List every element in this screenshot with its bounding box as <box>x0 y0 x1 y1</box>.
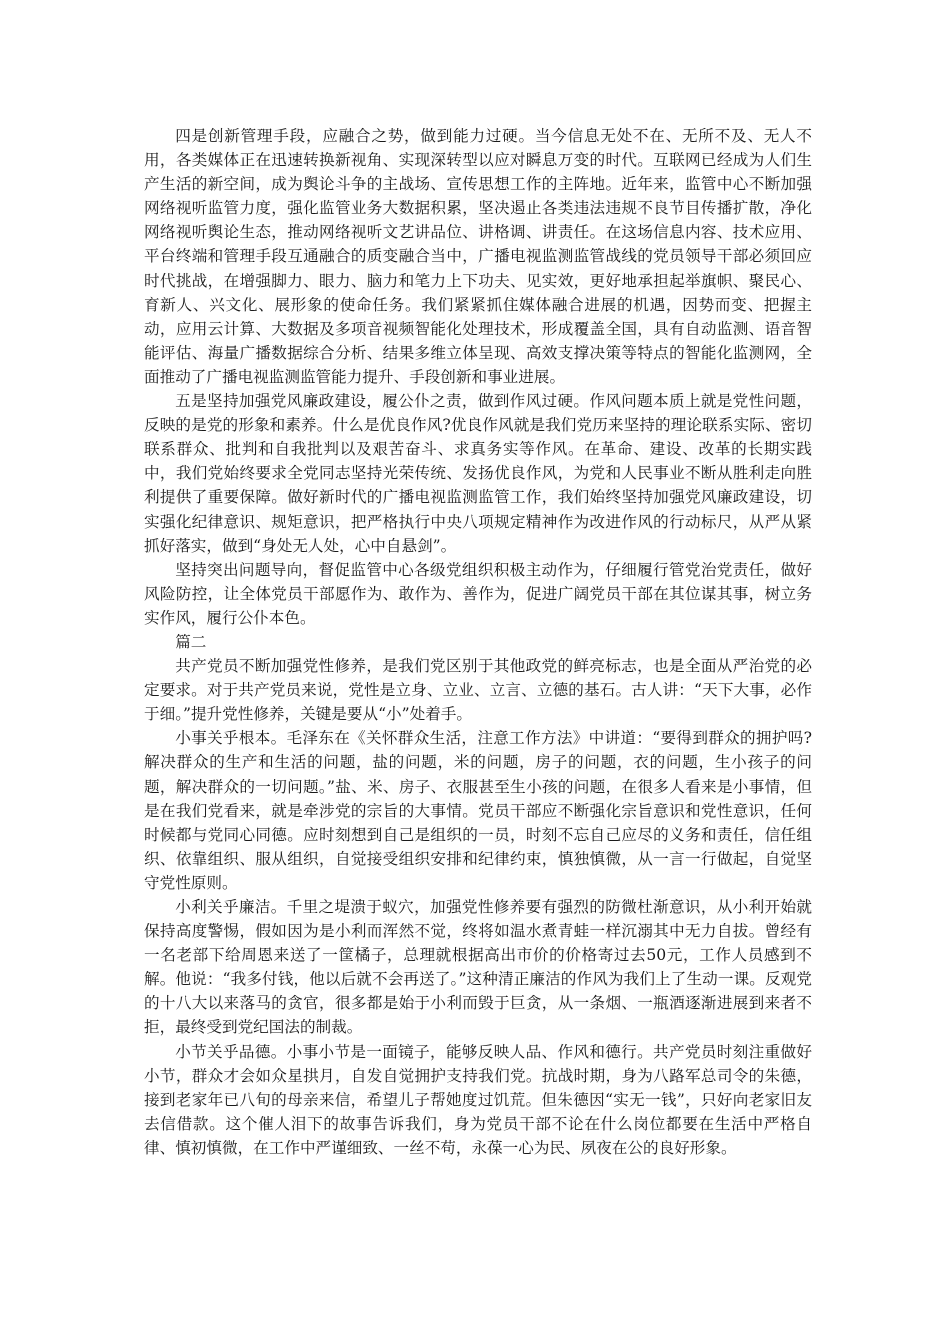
paragraph-party-conduct: 五是坚持加强党风廉政建设，履公仆之责，做到作风过硬。作风问题本质上就是党性问题，反映的是党的形象和素养。什么是优良作风?优良作风就是我们党历来坚持的理论联系实际、密切联系群众、批判和自我批判以及艰苦奋斗、求真务实等作风。在革命、建设、改革的长期实践中，我们党始终要求全党同志坚持光荣传统、发扬优良作风，为党和人民事业不断从胜利走向胜利提供了重要保障。做好新时代的广播电视监测监管工作，我们始终坚持加强党风廉政建设，切实强化纪律意识、规矩意识，把严格执行中央八项规定精神作为改进作风的行动标尺，从严从紧抓好落实，做到“身处无人处，心中自悬剑”。 <box>144 392 812 555</box>
paragraph-party-spirit-intro: 共产党员不断加强党性修养，是我们党区别于其他政党的鲜亮标志，也是全面从严治党的必定要求。对于共产党员来说，党性是立身、立业、立言、立德的基石。古人讲：“天下大事，必作于细。”提升党性修养，关键是要从“小”处着手。 <box>144 657 812 724</box>
paragraph-small-matters: 小事关乎根本。毛泽东在《关怀群众生活，注意工作方法》中讲道：“要得到群众的拥护吗?解决群众的生产和生活的问题，盐的问题，米的问题，房子的问题，衣的问题，生小孩子的问题，解决群众的一切问题。”盐、米、房子、衣服甚至生小孩的问题，在很多人看来是小事情，但是在我们党看来，就是牵涉党的宗旨的大事情。党员干部应不断强化宗旨意识和党性意识，任何时候都与党同心同德。应时刻想到自己是组织的一员，时刻不忘自己应尽的义务和责任，信任组织、依靠组织、服从组织，自觉接受组织安排和纪律约束，慎独慎微，从一言一行做起，自觉坚守党性原则。 <box>144 729 812 892</box>
paragraph-innovation-management: 四是创新管理手段，应融合之势，做到能力过硬。当今信息无处不在、无所不及、无人不用，各类媒体正在迅速转换新视角、实现深转型以应对瞬息万变的时代。互联网已经成为人们生产生活的新空间，成为舆论斗争的主战场、宣传思想工作的主阵地。近年来，监管中心不断加强网络视听监管力度，强化监管业务大数据积累，坚决遏止各类违法违规不良节目传播扩散，净化网络视听舆论生态，推动网络视听文艺讲品位、讲格调、讲责任。在这场信息内容、技术应用、平台终端和管理手段互通融合的质变融合当中，广播电视监测监管战线的党员领导干部必须回应时代挑战，在增强脚力、眼力、脑力和笔力上下功夫、见实效，更好地承担起举旗帜、聚民心、育新人、兴文化、展形象的使命任务。我们紧紧抓住媒体融合进展的机遇，因势而变、把握主动，应用云计算、大数据及多项音视频智能化处理技术，形成覆盖全国，具有自动监测、语音智能评估、海量广播数据综合分析、结果多维立体呈现、高效支撑决策等特点的智能化监测网，全面推动了广播电视监测监管能力提升、手段创新和事业进展。 <box>144 127 812 386</box>
paragraph-small-gains: 小利关乎廉洁。千里之堤溃于蚁穴，加强党性修养要有强烈的防微杜渐意识，从小利开始就保持高度警惕，假如因为是小利而浑然不觉，终将如温水煮青蛙一样沉溺其中无力自拔。曾经有一名老部下给周恩来送了一筐橘子，总理就根据高出市价的价格寄过去50元，工作人员感到不解。他说：“我多付钱，他以后就不会再送了。”这种清正廉洁的作风为我们上了生动一课。反观党的十八大以来落马的贪官，很多都是始于小利而毁于巨贪，从一条烟、一瓶酒逐渐进展到来者不拒，最终受到党纪国法的制裁。 <box>144 898 812 1037</box>
paragraph-problem-orientation: 坚持突出问题导向，督促监管中心各级党组织积极主动作为，仔细履行管党治党责任，做好风险防控，让全体党员干部愿作为、敢作为、善作为，促进广阔党员干部在其位谋其事，树立务实作风，履行公仆本色。 <box>144 560 812 627</box>
document-body <box>144 124 812 1160</box>
section-heading-part-two: 篇二 <box>175 632 207 651</box>
paragraph-small-details: 小节关乎品德。小事小节是一面镜子，能够反映人品、作风和德行。共产党员时刻注重做好小节，群众才会如众星拱月，自发自觉拥护支持我们党。抗战时期，身为八路军总司令的朱德，接到老家年已八旬的母亲来信，希望儿子帮她度过饥荒。但朱德因“实无一钱”，只好向老家旧友去信借款。这个催人泪下的故事告诉我们，身为党员干部不论在什么岗位都要在生活中严格自律、慎初慎微，在工作中严谨细致、一丝不苟，永葆一心为民、夙夜在公的良好形象。 <box>144 1042 812 1157</box>
